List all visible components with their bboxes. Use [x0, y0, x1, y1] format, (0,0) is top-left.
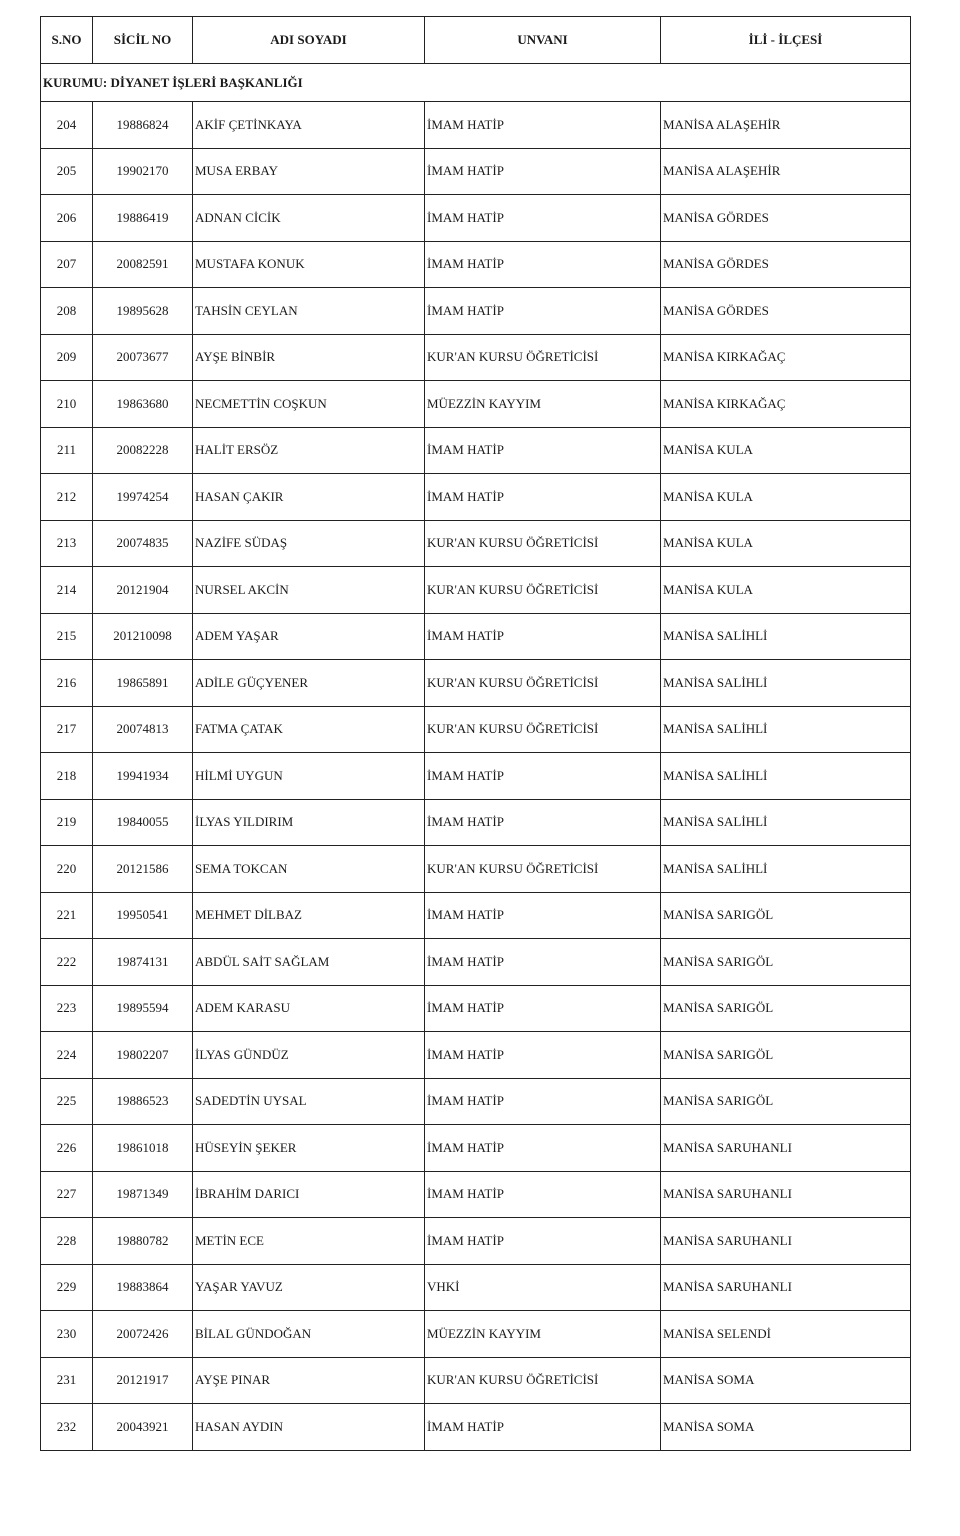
table-row: [41, 753, 911, 800]
cell-unvani: KUR'AN KURSU ÖĞRETİCİSİ: [425, 334, 661, 381]
cell-unvani: VHKİ: [425, 1264, 661, 1311]
cell-ili-ilcesi: MANİSA SALİHLİ: [661, 706, 911, 753]
header-row: [41, 17, 911, 64]
cell-unvani: MÜEZZİN KAYYIM: [425, 1311, 661, 1358]
cell-adi-soyadi: ADEM KARASU: [193, 985, 425, 1032]
cell-ili-ilcesi: MANİSA GÖRDES: [661, 288, 911, 335]
cell-ili-ilcesi: MANİSA SALİHLİ: [661, 613, 911, 660]
table-row: [41, 102, 911, 149]
cell-adi-soyadi: MUSTAFA KONUK: [193, 241, 425, 288]
table-row: [41, 985, 911, 1032]
table-row: [41, 195, 911, 242]
cell-sno: 221: [41, 892, 93, 939]
cell-unvani: İMAM HATİP: [425, 148, 661, 195]
cell-unvani: KUR'AN KURSU ÖĞRETİCİSİ: [425, 520, 661, 567]
table-row: [41, 892, 911, 939]
cell-unvani: KUR'AN KURSU ÖĞRETİCİSİ: [425, 846, 661, 893]
table-row: [41, 520, 911, 567]
table-row: [41, 1171, 911, 1218]
cell-sicil-no: 19880782: [93, 1218, 193, 1265]
cell-adi-soyadi: HÜSEYİN ŞEKER: [193, 1125, 425, 1172]
cell-sicil-no: 19974254: [93, 474, 193, 521]
cell-sicil-no: 19861018: [93, 1125, 193, 1172]
cell-unvani: İMAM HATİP: [425, 1218, 661, 1265]
cell-sicil-no: 19886824: [93, 102, 193, 149]
cell-adi-soyadi: HALİT ERSÖZ: [193, 427, 425, 474]
cell-ili-ilcesi: MANİSA SARIGÖL: [661, 1032, 911, 1079]
cell-sno: 210: [41, 381, 93, 428]
cell-unvani: KUR'AN KURSU ÖĞRETİCİSİ: [425, 567, 661, 614]
cell-sno: 205: [41, 148, 93, 195]
cell-unvani: KUR'AN KURSU ÖĞRETİCİSİ: [425, 1357, 661, 1404]
cell-ili-ilcesi: MANİSA KULA: [661, 520, 911, 567]
table-row: [41, 1311, 911, 1358]
cell-sicil-no: 20121904: [93, 567, 193, 614]
cell-adi-soyadi: SEMA TOKCAN: [193, 846, 425, 893]
cell-sicil-no: 19874131: [93, 939, 193, 986]
cell-sicil-no: 19883864: [93, 1264, 193, 1311]
table-row: [41, 1404, 911, 1451]
table-row: [41, 474, 911, 521]
cell-adi-soyadi: ADİLE GÜÇYENER: [193, 660, 425, 707]
document-sheet: [40, 16, 910, 1451]
cell-adi-soyadi: AKİF ÇETİNKAYA: [193, 102, 425, 149]
cell-unvani: İMAM HATİP: [425, 474, 661, 521]
cell-sno: 206: [41, 195, 93, 242]
cell-ili-ilcesi: MANİSA KIRKAĞAÇ: [661, 334, 911, 381]
cell-unvani: KUR'AN KURSU ÖĞRETİCİSİ: [425, 706, 661, 753]
cell-sicil-no: 19941934: [93, 753, 193, 800]
cell-sicil-no: 20074835: [93, 520, 193, 567]
cell-sicil-no: 19895628: [93, 288, 193, 335]
cell-ili-ilcesi: MANİSA SARUHANLI: [661, 1125, 911, 1172]
cell-ili-ilcesi: MANİSA ALAŞEHİR: [661, 102, 911, 149]
cell-ili-ilcesi: MANİSA SARIGÖL: [661, 892, 911, 939]
cell-sicil-no: 19863680: [93, 381, 193, 428]
cell-adi-soyadi: İLYAS GÜNDÜZ: [193, 1032, 425, 1079]
cell-ili-ilcesi: MANİSA SARIGÖL: [661, 939, 911, 986]
table-row: [41, 1078, 911, 1125]
cell-ili-ilcesi: MANİSA SOMA: [661, 1404, 911, 1451]
cell-adi-soyadi: İLYAS YILDIRIM: [193, 799, 425, 846]
cell-adi-soyadi: MEHMET DİLBAZ: [193, 892, 425, 939]
cell-sicil-no: 19871349: [93, 1171, 193, 1218]
cell-sno: 211: [41, 427, 93, 474]
cell-sno: 227: [41, 1171, 93, 1218]
cell-adi-soyadi: HASAN AYDIN: [193, 1404, 425, 1451]
cell-unvani: İMAM HATİP: [425, 985, 661, 1032]
table-row: [41, 427, 911, 474]
cell-unvani: İMAM HATİP: [425, 195, 661, 242]
cell-ili-ilcesi: MANİSA KULA: [661, 427, 911, 474]
table-row: [41, 613, 911, 660]
table-row: [41, 381, 911, 428]
cell-ili-ilcesi: MANİSA SARUHANLI: [661, 1171, 911, 1218]
institution-row: [41, 64, 911, 102]
cell-sicil-no: 19950541: [93, 892, 193, 939]
cell-sno: 226: [41, 1125, 93, 1172]
cell-adi-soyadi: TAHSİN CEYLAN: [193, 288, 425, 335]
cell-adi-soyadi: SADEDTİN UYSAL: [193, 1078, 425, 1125]
cell-sicil-no: 20043921: [93, 1404, 193, 1451]
table-row: [41, 1264, 911, 1311]
cell-ili-ilcesi: MANİSA KULA: [661, 567, 911, 614]
table-row: [41, 1125, 911, 1172]
cell-unvani: İMAM HATİP: [425, 241, 661, 288]
cell-unvani: KUR'AN KURSU ÖĞRETİCİSİ: [425, 660, 661, 707]
cell-unvani: İMAM HATİP: [425, 288, 661, 335]
table-row: [41, 939, 911, 986]
cell-unvani: İMAM HATİP: [425, 939, 661, 986]
header-unvani: UNVANI: [425, 17, 661, 64]
cell-unvani: İMAM HATİP: [425, 799, 661, 846]
cell-adi-soyadi: BİLAL GÜNDOĞAN: [193, 1311, 425, 1358]
cell-adi-soyadi: METİN ECE: [193, 1218, 425, 1265]
table-row: [41, 1357, 911, 1404]
cell-sno: 219: [41, 799, 93, 846]
table-row: [41, 706, 911, 753]
table-row: [41, 288, 911, 335]
cell-adi-soyadi: HASAN ÇAKIR: [193, 474, 425, 521]
cell-sicil-no: 20082228: [93, 427, 193, 474]
cell-ili-ilcesi: MANİSA SALİHLİ: [661, 660, 911, 707]
cell-adi-soyadi: AYŞE PINAR: [193, 1357, 425, 1404]
cell-sicil-no: 19902170: [93, 148, 193, 195]
cell-sno: 209: [41, 334, 93, 381]
cell-sicil-no: 20073677: [93, 334, 193, 381]
cell-sicil-no: 20121917: [93, 1357, 193, 1404]
table-body: [41, 102, 911, 1451]
cell-sno: 223: [41, 985, 93, 1032]
header-sno: S.NO: [41, 17, 93, 64]
cell-unvani: İMAM HATİP: [425, 892, 661, 939]
table-row: [41, 846, 911, 893]
cell-adi-soyadi: HİLMİ UYGUN: [193, 753, 425, 800]
cell-sno: 214: [41, 567, 93, 614]
cell-sicil-no: 19802207: [93, 1032, 193, 1079]
cell-sno: 207: [41, 241, 93, 288]
cell-sno: 231: [41, 1357, 93, 1404]
cell-sno: 216: [41, 660, 93, 707]
cell-adi-soyadi: ADEM YAŞAR: [193, 613, 425, 660]
cell-ili-ilcesi: MANİSA GÖRDES: [661, 241, 911, 288]
cell-sno: 208: [41, 288, 93, 335]
cell-adi-soyadi: AYŞE BİNBİR: [193, 334, 425, 381]
cell-sicil-no: 20121586: [93, 846, 193, 893]
cell-sicil-no: 20082591: [93, 241, 193, 288]
cell-adi-soyadi: NURSEL AKCİN: [193, 567, 425, 614]
table-row: [41, 567, 911, 614]
cell-ili-ilcesi: MANİSA SARIGÖL: [661, 1078, 911, 1125]
cell-sno: 217: [41, 706, 93, 753]
cell-unvani: İMAM HATİP: [425, 613, 661, 660]
cell-ili-ilcesi: MANİSA KULA: [661, 474, 911, 521]
cell-unvani: İMAM HATİP: [425, 1078, 661, 1125]
cell-unvani: MÜEZZİN KAYYIM: [425, 381, 661, 428]
cell-adi-soyadi: NAZİFE SÜDAŞ: [193, 520, 425, 567]
cell-sno: 229: [41, 1264, 93, 1311]
cell-sno: 215: [41, 613, 93, 660]
header-adi-soyadi: ADI SOYADI: [193, 17, 425, 64]
cell-sno: 213: [41, 520, 93, 567]
table-row: [41, 241, 911, 288]
cell-unvani: İMAM HATİP: [425, 427, 661, 474]
cell-unvani: İMAM HATİP: [425, 753, 661, 800]
cell-sno: 225: [41, 1078, 93, 1125]
cell-unvani: İMAM HATİP: [425, 102, 661, 149]
table-row: [41, 799, 911, 846]
table-row: [41, 148, 911, 195]
cell-sicil-no: 19886419: [93, 195, 193, 242]
cell-adi-soyadi: ADNAN CİCİK: [193, 195, 425, 242]
cell-unvani: İMAM HATİP: [425, 1032, 661, 1079]
cell-ili-ilcesi: MANİSA SOMA: [661, 1357, 911, 1404]
table-row: [41, 1032, 911, 1079]
header-sicil-no: SİCİL NO: [93, 17, 193, 64]
cell-sicil-no: 19895594: [93, 985, 193, 1032]
cell-ili-ilcesi: MANİSA SARUHANLI: [661, 1218, 911, 1265]
cell-unvani: İMAM HATİP: [425, 1125, 661, 1172]
cell-sicil-no: 20074813: [93, 706, 193, 753]
cell-ili-ilcesi: MANİSA SALİHLİ: [661, 846, 911, 893]
cell-sno: 224: [41, 1032, 93, 1079]
cell-ili-ilcesi: MANİSA SALİHLİ: [661, 753, 911, 800]
table-row: [41, 660, 911, 707]
cell-adi-soyadi: FATMA ÇATAK: [193, 706, 425, 753]
cell-ili-ilcesi: MANİSA GÖRDES: [661, 195, 911, 242]
cell-sicil-no: 19886523: [93, 1078, 193, 1125]
cell-sno: 218: [41, 753, 93, 800]
cell-ili-ilcesi: MANİSA SALİHLİ: [661, 799, 911, 846]
cell-sno: 204: [41, 102, 93, 149]
cell-ili-ilcesi: MANİSA ALAŞEHİR: [661, 148, 911, 195]
cell-unvani: İMAM HATİP: [425, 1404, 661, 1451]
cell-sno: 220: [41, 846, 93, 893]
cell-ili-ilcesi: MANİSA SELENDİ: [661, 1311, 911, 1358]
table-row: [41, 1218, 911, 1265]
cell-sicil-no: 19840055: [93, 799, 193, 846]
cell-sno: 228: [41, 1218, 93, 1265]
cell-ili-ilcesi: MANİSA SARUHANLI: [661, 1264, 911, 1311]
cell-adi-soyadi: MUSA ERBAY: [193, 148, 425, 195]
cell-ili-ilcesi: MANİSA KIRKAĞAÇ: [661, 381, 911, 428]
personnel-table: [40, 16, 911, 1451]
cell-sicil-no: 19865891: [93, 660, 193, 707]
cell-sno: 222: [41, 939, 93, 986]
cell-sno: 212: [41, 474, 93, 521]
table-row: [41, 334, 911, 381]
cell-adi-soyadi: YAŞAR YAVUZ: [193, 1264, 425, 1311]
cell-sno: 232: [41, 1404, 93, 1451]
institution-title: KURUMU: DİYANET İŞLERİ BAŞKANLIĞI: [41, 64, 911, 102]
cell-adi-soyadi: İBRAHİM DARICI: [193, 1171, 425, 1218]
cell-sicil-no: 20072426: [93, 1311, 193, 1358]
header-ili-ilcesi: İLİ - İLÇESİ: [661, 17, 911, 64]
cell-unvani: İMAM HATİP: [425, 1171, 661, 1218]
cell-adi-soyadi: ABDÜL SAİT SAĞLAM: [193, 939, 425, 986]
cell-adi-soyadi: NECMETTİN COŞKUN: [193, 381, 425, 428]
cell-sno: 230: [41, 1311, 93, 1358]
cell-sicil-no: 201210098: [93, 613, 193, 660]
cell-ili-ilcesi: MANİSA SARIGÖL: [661, 985, 911, 1032]
